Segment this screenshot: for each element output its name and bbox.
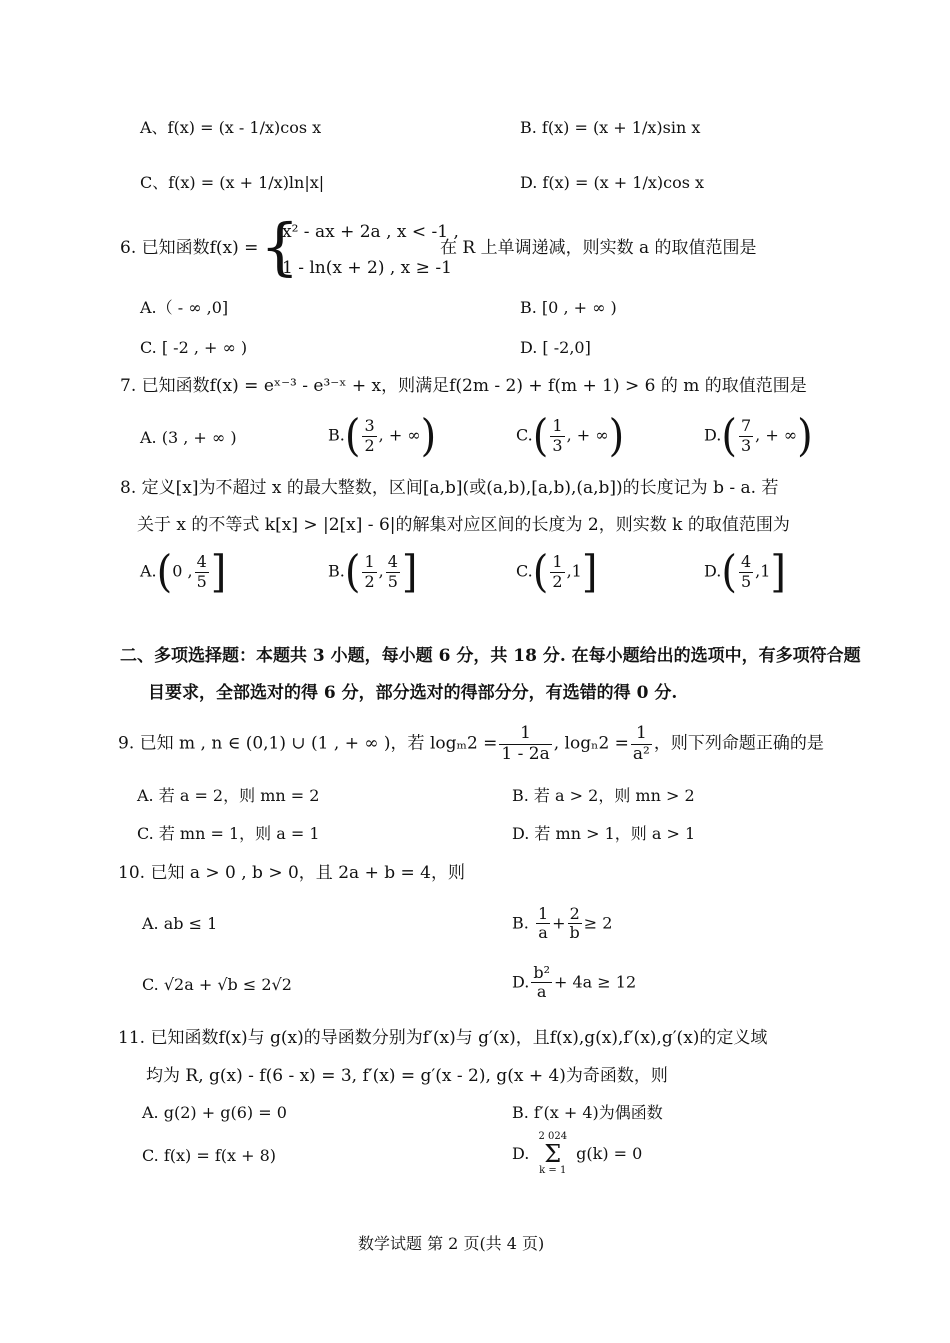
q7-option-c: C.( $\frac{1}{3}$ , + ∞)	[516, 410, 625, 462]
q11-line-2: 均为 R, g(x) - f(6 - x) = 3, f′(x) = g′(x - 2), g(x + 4)为奇函数，则	[146, 1066, 668, 1086]
section-2-header-line-1: 二、多项选择题：本题共 3 小题，每小题 6 分，共 18 分. 在每小题给出的选项中，有多项符合题	[120, 646, 861, 666]
q7-b-fraction: $\frac{3}{2}$	[364, 416, 375, 455]
q9-stem: 9. 已知 m , n ∈ (0,1) ∪ (1 , + ∞ )，若 logₘ2 = $\frac{1}{1 - 2a}$ , logₙ2 = $\frac{1}{\text{a²}}$ ，则下列命题正确的是	[118, 723, 824, 764]
q9-option-c: C. 若 mn = 1，则 a = 1	[137, 824, 320, 843]
q11-option-a: A. g(2) + g(6) = 0	[142, 1103, 287, 1122]
q10-stem: 10. 已知 a > 0 , b > 0，且 2a + b = 4，则	[118, 863, 465, 883]
q10-option-b: B. $\frac{1}{a}$ + $\frac{2}{b}$ ≥ 2	[512, 904, 613, 943]
q7-c-fraction: $\frac{1}{3}$	[552, 416, 563, 455]
q10-option-a: A. ab ≤ 1	[142, 914, 218, 933]
q9-option-b: B. 若 a > 2，则 mn > 2	[512, 786, 695, 805]
q6-option-a: A.（ - ∞ ,0]	[140, 298, 229, 317]
q5-option-c: C、f(x) = (x + 1/x)ln|x|	[140, 173, 325, 192]
q8-option-b: B.( $\frac{1}{2}$ , $\frac{4}{5}$ ]	[328, 546, 418, 598]
q7-option-a: A. (3 , + ∞ )	[140, 428, 237, 447]
q7-d-fraction: $\frac{7}{3}$	[740, 416, 752, 455]
q10-option-d: D. $\frac{\text{b²}}{a}$ + 4a ≥ 12	[512, 963, 637, 1002]
q7-option-b: B.( $\frac{3}{2}$ , + ∞)	[328, 410, 437, 462]
q7-option-d: D.( $\frac{7}{3}$ , + ∞)	[704, 410, 813, 462]
q8-line-2: 关于 x 的不等式 k[x] > |2[x] - 6|的解集对应区间的长度为 2，则实数 k 的取值范围为	[137, 515, 790, 535]
q8-option-a: A.(0 , $\frac{4}{5}$ ]	[140, 546, 227, 598]
q10-option-c: C. √2a + √b ≤ 2√2	[142, 975, 292, 994]
q11-line-1: 11. 已知函数f(x)与 g(x)的导函数分别为f′(x)与 g′(x)，且f(x),g(x),f′(x),g′(x)的定义域	[118, 1028, 768, 1048]
q6-prefix: 6. 已知函数f(x) =	[120, 238, 259, 258]
q9-option-a: A. 若 a = 2，则 mn = 2	[137, 786, 320, 805]
q5-option-d: D. f(x) = (x + 1/x)cos x	[520, 173, 705, 192]
q11-d-summation: 2 024 Σ k = 1	[538, 1131, 568, 1176]
q11-option-b: B. f′(x + 4)为偶函数	[512, 1103, 663, 1122]
section-2-header-line-2: 目要求，全部选对的得 6 分，部分选对的得部分分，有选错的得 0 分.	[148, 683, 678, 703]
q6-option-c: C. [ -2 , + ∞ )	[140, 338, 248, 357]
q7-stem: 7. 已知函数f(x) = eˣ⁻³ - e³⁻ˣ + x，则满足f(2m - 2) + f(m + 1) > 6 的 m 的取值范围是	[120, 376, 807, 396]
page-footer: 数学试题 第 2 页(共 4 页)	[358, 1234, 545, 1253]
q6-case-1: x² - ax + 2a , x < -1 ,	[282, 222, 459, 242]
q6-piecewise-brace: {	[260, 210, 300, 283]
q6-suffix: 在 R 上单调递减，则实数 a 的取值范围是	[440, 238, 757, 258]
q8-option-d: D.( $\frac{4}{5}$ ,1]	[704, 546, 787, 598]
q6-option-d: D. [ -2,0]	[520, 338, 591, 357]
q7-b-label: B.	[328, 425, 345, 445]
q8-option-c: C.( $\frac{1}{2}$ ,1]	[516, 546, 598, 598]
q8-line-1: 8. 定义[x]为不超过 x 的最大整数，区间[a,b](或(a,b),[a,b),(a,b])的长度记为 b - a. 若	[120, 478, 779, 498]
q5-option-b: B. f(x) = (x + 1/x)sin x	[520, 118, 701, 137]
q6-case-2: 1 - ln(x + 2) , x ≥ -1	[282, 258, 452, 278]
q11-option-c: C. f(x) = f(x + 8)	[142, 1146, 277, 1165]
q11-option-d: D. 2 024 Σ k = 1 g(k) = 0	[512, 1131, 643, 1176]
q6-option-b: B. [0 , + ∞ )	[520, 298, 617, 317]
q9-option-d: D. 若 mn > 1，则 a > 1	[512, 824, 696, 843]
q5-option-a: A、f(x) = (x - 1/x)cos x	[140, 118, 322, 137]
